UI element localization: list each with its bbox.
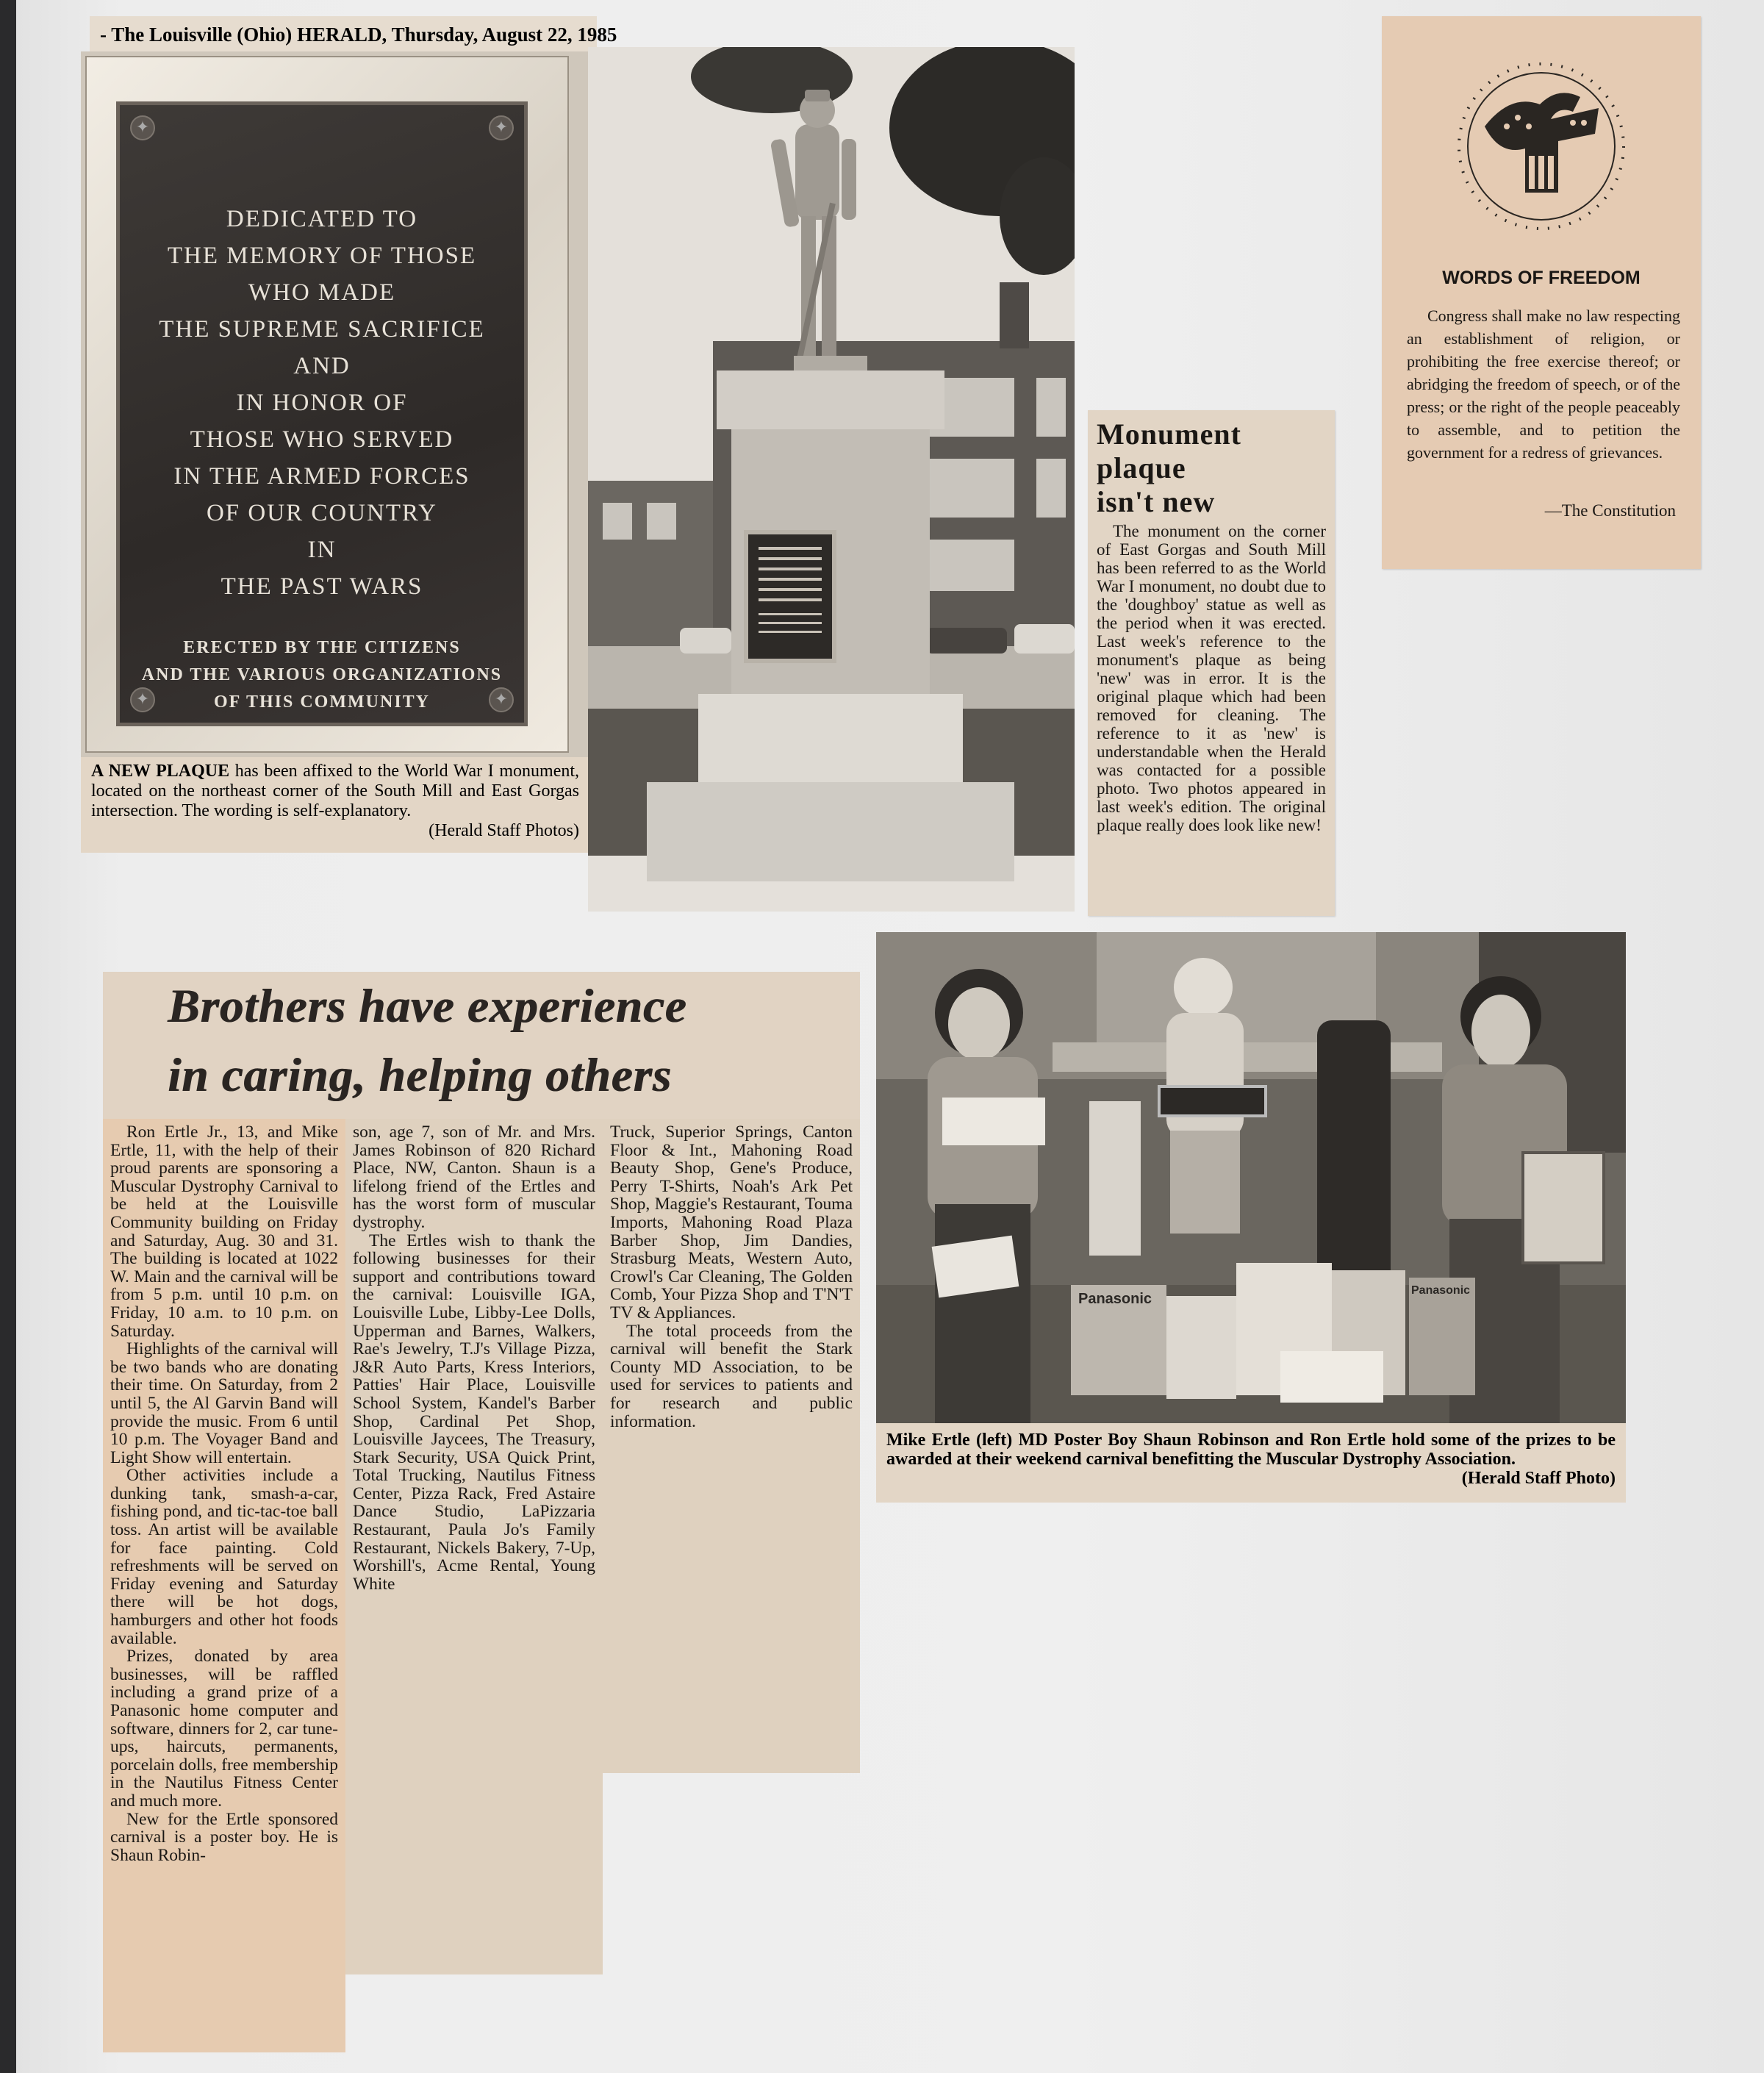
bolt-icon: ✦ (130, 687, 155, 712)
plaque-erected-by: ERECTED BY THE CITIZENS AND THE VARIOUS ORGANIZATIONS OF THIS COMMUNITY (141, 638, 503, 712)
brothers-photo (876, 932, 1626, 1425)
photo-credit: (Herald Staff Photo) (1461, 1469, 1616, 1488)
words-of-freedom-clipping (1382, 16, 1701, 569)
bolt-icon: ✦ (489, 687, 514, 712)
plaque-photo (81, 51, 588, 757)
freedom-source: —The Constitution (1544, 501, 1676, 520)
article-column-3: Truck, Superior Springs, Canton Floor & Int., Mahoning Road Beauty Shop, Gene's Produce, Perry T-Shirts, Noah's Ark Pet Shop, Maggie's Restaurant, Touma Imports, Mahoning Road Plaza Barber Shop, Jim Dandies, Strasburg Meats, Western Auto, Crowl's Car Cleaning, The Golden Comb, Your Pizza Shop and T'N'T TV & Appliances. The total proceeds from the carnival will benefit the Stark County MD Association, to be used for services to patients and for research and public information. (603, 1119, 860, 1773)
eagle-emblem-icon (1448, 53, 1635, 240)
newspaper-masthead: - The Louisville (Ohio) HERALD, Thursday, August 22, 1985 (90, 16, 597, 53)
box-label: Panasonic (1411, 1284, 1471, 1297)
monument-body: The monument on the corner of East Gorgas and South Mill has been referred to as the World War I monument, no doubt due to the 'doughboy' statue as well as the period when it was erected. Last week's reference to the monument's plaque as being 'new' was in error. It is the original plaque which had been removed for cleaning. The reference to it as 'new' is understandable when the Herald was contacted for a possible photo. Two photos appeared in last week's edition. The original plaque really does look like new! (1097, 522, 1326, 834)
boys-with-prizes-illustration (876, 932, 1626, 1425)
plaque-frame (85, 56, 569, 753)
article-column-1: Ron Ertle Jr., 13, and Mike Ertle, 11, with the help of their proud parents are sponsoring a Muscular Dystrophy Carnival to be held at the Louisville Community building on Friday and Saturday, Aug. 30 and 31. The building is located at 1022 W. Main and the carnival will be from 5 p.m. until 10 p.m. on Friday, 10 a.m. to 10 p.m. on Saturday. Highlights of the carnival will be two bands who are donating their time. On Saturday, from 2 until 5, the Al Garvin Band will provide the music. From 6 until 10 p.m. The Voyager Band and Light Show will entertain. Other activities include a dunking tank, smash-a-car, fishing pond, and tic-tac-toe ball toss. An artist will be available for face painting. Cold refreshments will be served on Friday evening and Saturday there will be hot dogs, hamburgers and other hot foods available. Prizes, donated by area businesses, will be raffled including a grand prize of a Panasonic home computer and software, dinners for 2, car tune-ups, haircuts, permanents, porcelain dolls, free membership in the Nautilus Fitness Center and much more. New for the Ertle sponsored carnival is a poster boy. He is Shaun Robin- (103, 1119, 345, 2052)
photo-credit: (Herald Staff Photos) (429, 821, 579, 840)
plaque-caption: A NEW PLAQUE has been affixed to the World War I monument, located on the northeast corner of the South Mill and East Gorgas intersection. The wording is self-explanatory. (Herald Staff Photos) (81, 757, 588, 853)
brothers-article (103, 972, 860, 2052)
bolt-icon: ✦ (130, 115, 155, 140)
scrapbook-page (16, 0, 1764, 2073)
monument-headline: Monument plaque isn't new (1097, 418, 1241, 518)
article-column-2: son, age 7, son of Mr. and Mrs. James Robinson of 820 Richard Place, NW, Canton. Shaun is a lifelong friend of the Ertles and has the worst form of muscular dystrophy. The Ertles wish to thank the following businesses for their support and contributions toward the carnival: Louisville IGA, Louisville Lube, Libby-Lee Dolls, Upperman and Barnes, Walkers, Rae's Jewelry, T.J's Village Pizza, J&R Auto Parts, Kress Interiors, Patties' Hair Place, Louisville School System, Kandel's Barber Shop, Cardinal Pet Shop, Louisville Jaycees, The Treasury, Stark Security, USA Quick Print, Total Trucking, Nautilus Fitness Center, Pizza Rack, Fred Astaire Dance Studio, LaPizzaria Restaurant, Paula Jo's Family Restaurant, Nickels Bakery, 7-Up, Worshill's, Acme Rental, Young White (345, 1119, 603, 1974)
bolt-icon: ✦ (489, 115, 514, 140)
plaque-inscription: DEDICATED TO THE MEMORY OF THOSE WHO MADE THE SUPREME SACRIFICE AND IN HONOR OF THOSE WHO SERVED IN THE ARMED FORCES OF OUR COUNTRY IN THE PAST WARS (159, 206, 485, 600)
box-label: Panasonic (1078, 1291, 1152, 1307)
brothers-photo-caption: Mike Ertle (left) MD Poster Boy Shaun Robinson and Ron Ertle hold some of the prizes to be awarded at their weekend carnival benefitting the Muscular Dystrophy Association. (Herald Staff Photo) (876, 1423, 1626, 1503)
brothers-headline-block (103, 972, 860, 1119)
monument-article (1088, 410, 1335, 916)
statue-photo (588, 47, 1075, 912)
freedom-title: WORDS OF FREEDOM (1442, 268, 1641, 288)
bronze-plaque (116, 101, 528, 726)
freedom-text: Congress shall make no law respecting an establishment of religion, or prohibiting the free exercise thereof; or abridging the freedom of speech, or of the press; or the right of the people peaceably to assemble, and to petition the government for a redress of grievances. (1407, 307, 1680, 462)
brothers-headline: Brothers have experience in caring, helping others (168, 980, 687, 1102)
doughboy-monument-illustration (588, 47, 1075, 912)
